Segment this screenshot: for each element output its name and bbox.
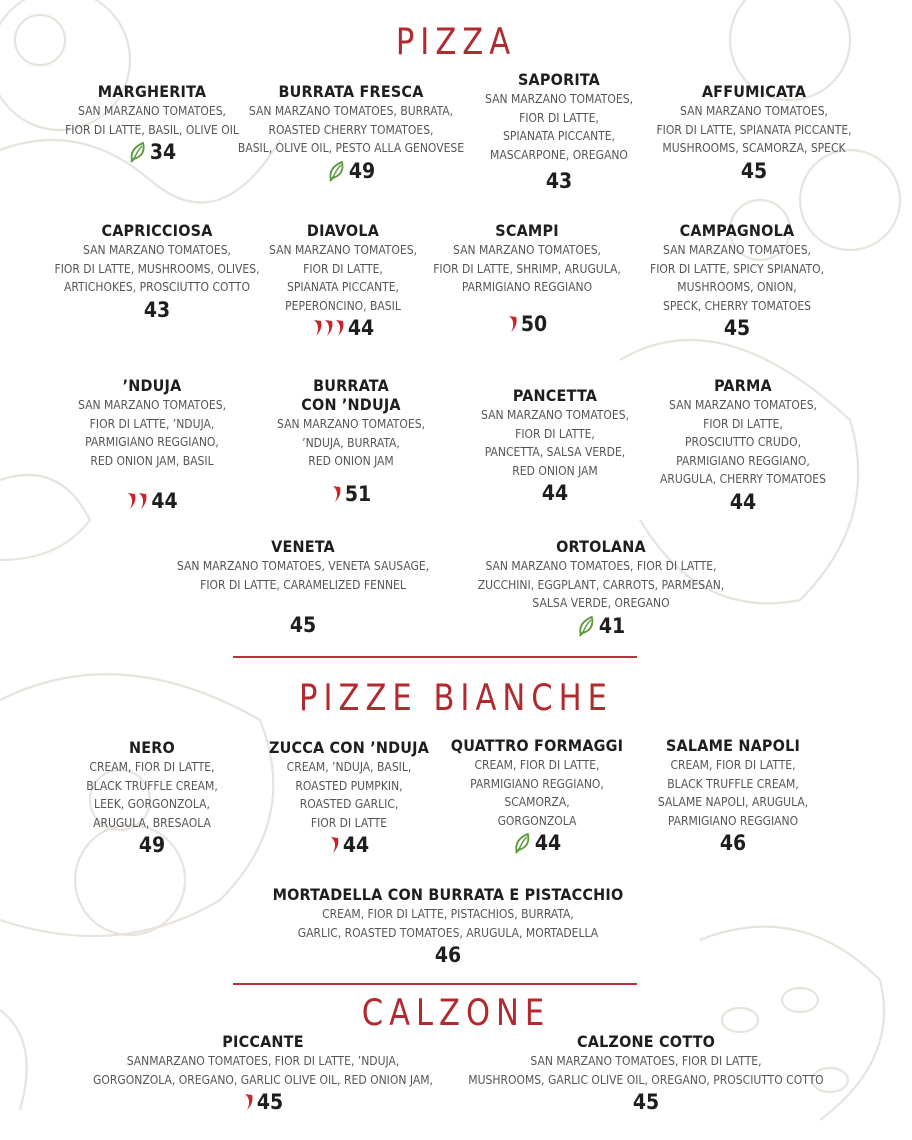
- item-description-line: MUSHROOMS, SCAMORZA, SPECK: [662, 141, 846, 155]
- item-name: SAPORITA: [517, 70, 601, 89]
- item-name: CALZONE COTTO: [576, 1032, 716, 1051]
- item-description-line: SPECK, CHERRY TOMATOES: [662, 298, 811, 313]
- item-price: 41: [598, 613, 626, 638]
- menu-item: [656, 82, 851, 184]
- item-description-line: PARMIGIANO REGGIANO,: [676, 453, 810, 468]
- item-description-line: SAN MARZANO TOMATOES, BURRATA,: [248, 104, 454, 118]
- item-description-line: CREAM, ’NDUJA, BASIL,: [286, 760, 412, 774]
- item-description: [485, 90, 633, 164]
- item-price-row: [650, 315, 824, 341]
- item-name: SALAME NAPOLI: [665, 736, 801, 755]
- item-description: [269, 241, 417, 315]
- item-description-line: SCAMORZA,: [504, 795, 570, 809]
- menu-item: [65, 82, 239, 165]
- item-price: 50: [520, 311, 548, 336]
- divider-calzone: [233, 983, 637, 985]
- item-description-line: SAN MARZANO TOMATOES,: [669, 398, 817, 412]
- item-description-line: SAN MARZANO TOMATOES, FIOR DI LATTE,: [485, 559, 717, 573]
- menu-item: [54, 221, 259, 323]
- chili-2-icon: [126, 490, 149, 512]
- item-name: AFFUMICATA: [701, 82, 807, 101]
- menu-item: [451, 736, 623, 856]
- item-description-line: ARUGULA, BRESAOLA: [93, 815, 211, 830]
- item-price-row: [54, 297, 259, 323]
- section-title-pizza: PIZZA: [395, 20, 517, 64]
- item-price-row: [656, 158, 851, 184]
- item-price: 44: [347, 316, 375, 340]
- item-description-line: FIOR DI LATTE: [310, 815, 388, 830]
- item-price: 44: [729, 489, 757, 514]
- item-price: 45: [632, 1090, 660, 1114]
- item-description-line: ROASTED GARLIC,: [299, 797, 399, 811]
- menu-item: [660, 376, 826, 515]
- item-description-line: LEEK, GORGONZOLA,: [94, 797, 210, 811]
- item-description-line: RED ONION JAM: [308, 454, 394, 468]
- item-description-line: FIOR DI LATTE,: [703, 416, 783, 431]
- item-name: CAMPAGNOLA: [679, 221, 795, 240]
- item-description-line: FIOR DI LATTE,: [515, 426, 595, 441]
- item-description-line: FIOR DI LATTE, SPICY SPIANATO,: [650, 261, 824, 276]
- menu-item: [269, 221, 417, 341]
- item-price-row: [86, 832, 218, 858]
- item-price-row: [269, 315, 417, 341]
- menu-item: [78, 376, 226, 514]
- item-description-line: CREAM, FIOR DI LATTE,: [474, 758, 600, 772]
- item-description-line: MUSHROOMS, GARLIC OLIVE OIL, OREGANO, PROSCIUTTO COTTO: [468, 1072, 824, 1087]
- item-description-line: SAN MARZANO TOMATOES,: [78, 398, 226, 412]
- item-description-line: ROASTED PUMPKIN,: [295, 778, 403, 793]
- item-price: 43: [143, 297, 171, 322]
- item-name: NERO: [128, 738, 176, 757]
- item-description-line: FIOR DI LATTE, MUSHROOMS, OLIVES,: [54, 261, 260, 276]
- item-description: [451, 756, 623, 830]
- item-description-line: FIOR DI LATTE,: [519, 110, 599, 125]
- item-description-line: SAN MARZANO TOMATOES, VENETA SAUSAGE,: [176, 559, 430, 573]
- item-description-line: FIOR DI LATTE,: [303, 261, 383, 276]
- item-description: [54, 241, 259, 297]
- item-description-line: SAN MARZANO TOMATOES,: [663, 243, 811, 257]
- item-description: [238, 102, 464, 158]
- item-price-row: [481, 480, 629, 506]
- item-price-row: [238, 158, 464, 184]
- chili-1-icon: [243, 1091, 255, 1113]
- item-description-line: PARMIGIANO REGGIANO,: [85, 435, 219, 449]
- menu-item: [433, 221, 621, 337]
- chili-1-icon: [507, 313, 519, 335]
- item-price-row: [658, 830, 808, 856]
- item-price: 46: [719, 831, 747, 855]
- item-price: 44: [534, 831, 562, 855]
- chili-1-icon: [329, 834, 341, 856]
- item-description-line: FIOR DI LATTE, BASIL, OLIVE OIL: [65, 122, 239, 137]
- item-description: [269, 758, 429, 832]
- item-name: MARGHERITA: [97, 82, 207, 101]
- item-name: DIAVOLA: [306, 221, 380, 240]
- item-price-row: [478, 613, 725, 639]
- item-description: [277, 415, 425, 471]
- item-description-line: SAN MARZANO TOMATOES,: [78, 104, 226, 118]
- item-price-row: [468, 1089, 823, 1115]
- item-description-line: SALSA VERDE, OREGANO: [532, 596, 670, 610]
- item-price-row: [78, 488, 226, 514]
- item-description-line: GORGONZOLA, OREGANO, GARLIC OLIVE OIL, RED ONION JAM,: [93, 1072, 433, 1087]
- item-price-row: [177, 612, 429, 638]
- item-price: 51: [344, 481, 372, 506]
- item-description-line: PROSCIUTTO CRUDO,: [684, 435, 802, 449]
- veg-leaf-icon: [327, 160, 347, 182]
- item-description-line: SAN MARZANO TOMATOES,: [453, 243, 601, 257]
- item-price-row: [660, 489, 826, 515]
- menu-item: [238, 82, 464, 184]
- item-price: 45: [723, 316, 751, 340]
- item-description-line: ARUGULA, CHERRY TOMATOES: [660, 472, 826, 486]
- item-description: [660, 396, 826, 489]
- item-description-line: BLACK TRUFFLE CREAM,: [667, 776, 799, 791]
- item-description: [468, 1052, 823, 1089]
- item-description-line: SAN MARZANO TOMATOES,: [485, 92, 633, 106]
- menu-item: [478, 537, 725, 639]
- item-price-row: [269, 832, 429, 858]
- item-description: [433, 241, 621, 297]
- item-price: 43: [545, 169, 573, 193]
- item-name: QUATTRO FORMAGGI: [450, 736, 624, 755]
- item-price: 45: [289, 613, 317, 637]
- item-description-line: SAN MARZANO TOMATOES,: [481, 408, 629, 422]
- item-description-line: SANMARZANO TOMATOES, FIOR DI LATTE, ’NDUJA,: [126, 1054, 400, 1068]
- item-description-line: GARLIC, ROASTED TOMATOES, ARUGULA, MORTADELLA: [297, 925, 599, 940]
- item-description-line: RED ONION JAM: [512, 463, 598, 478]
- menu-item: [177, 537, 429, 638]
- item-description: [177, 557, 429, 594]
- menu-item: [277, 376, 425, 507]
- item-description-line: SAN MARZANO TOMATOES, FIOR DI LATTE,: [530, 1054, 762, 1068]
- item-price-row: [433, 311, 621, 337]
- item-description-line: ’NDUJA, BURRATA,: [302, 435, 400, 450]
- veg-leaf-icon: [577, 615, 597, 637]
- menu-item: [468, 1032, 823, 1115]
- item-price: 34: [149, 140, 177, 164]
- chili-3-icon: [312, 317, 346, 339]
- item-description: [478, 557, 725, 613]
- menu-item: [658, 736, 808, 856]
- item-description-line: CREAM, FIOR DI LATTE,: [89, 760, 215, 774]
- item-name: CAPRICCIOSA: [101, 221, 213, 240]
- item-description-line: SAN MARZANO TOMATOES,: [680, 104, 828, 118]
- item-price: 45: [256, 1090, 284, 1114]
- item-description-line: PARMIGIANO REGGIANO: [461, 280, 593, 294]
- item-price: 45: [740, 158, 768, 183]
- section-title-calzone: CALZONE: [361, 991, 551, 1035]
- item-description: [93, 1052, 433, 1089]
- menu-item: [485, 70, 633, 194]
- menu-item: [93, 1032, 433, 1115]
- item-description-line: FIOR DI LATTE, SPIANATA PICCANTE,: [656, 122, 852, 137]
- item-name: BURRATA: [313, 376, 389, 395]
- item-price-row: [93, 1089, 433, 1115]
- item-name: MORTADELLA CON BURRATA E PISTACCHIO: [272, 885, 624, 904]
- item-price-row: [485, 168, 633, 194]
- item-description: [481, 406, 629, 480]
- item-name-line2: CON ’NDUJA: [301, 395, 401, 414]
- item-description-line: SAN MARZANO TOMATOES,: [269, 243, 417, 257]
- item-description-line: SPIANATA PICCANTE,: [286, 280, 399, 294]
- menu-item: [650, 221, 824, 341]
- item-description-line: BLACK TRUFFLE CREAM,: [86, 778, 218, 793]
- section-title-pizze-bianche: PIZZE BIANCHE: [299, 676, 613, 720]
- item-description-line: ZUCCHINI, EGGPLANT, CARROTS, PARMESAN,: [477, 577, 725, 592]
- item-description-line: FIOR DI LATTE, ’NDUJA,: [89, 416, 215, 431]
- item-description-line: MUSHROOMS, ONION,: [677, 280, 797, 294]
- veg-leaf-icon: [128, 141, 148, 163]
- item-name: SCAMPI: [495, 221, 559, 240]
- menu-item: [269, 738, 429, 858]
- item-price-row: [273, 942, 624, 968]
- item-description-line: GORGONZOLA: [497, 813, 577, 828]
- menu-item: [481, 386, 629, 506]
- item-price: 44: [541, 481, 569, 505]
- menu-item: [273, 885, 624, 968]
- item-description: [86, 758, 218, 832]
- item-description-line: CREAM, FIOR DI LATTE, PISTACHIOS, BURRATA,: [322, 907, 574, 921]
- item-description-line: FIOR DI LATTE, SHRIMP, ARUGULA,: [433, 261, 621, 276]
- item-description-line: CREAM, FIOR DI LATTE,: [670, 758, 796, 772]
- item-price: 49: [138, 833, 166, 857]
- item-name: PANCETTA: [512, 386, 598, 405]
- item-price: 49: [348, 158, 376, 183]
- item-price-row: [451, 830, 623, 856]
- item-description-line: ROASTED CHERRY TOMATOES,: [268, 122, 434, 137]
- item-price-row: [65, 139, 239, 165]
- item-name: ’NDUJA: [122, 376, 182, 395]
- item-name: PARMA: [714, 376, 772, 395]
- item-description-line: SPIANATA PICCANTE,: [502, 129, 615, 143]
- item-description: [656, 102, 851, 158]
- item-description-line: PEPERONCINO, BASIL: [285, 298, 401, 313]
- item-description: [65, 102, 239, 139]
- item-description: [273, 905, 624, 942]
- item-price: 44: [342, 833, 370, 857]
- item-description-line: FIOR DI LATTE, CARAMELIZED FENNEL: [200, 577, 406, 592]
- item-name: BURRATA FRESCA: [278, 82, 424, 101]
- item-name: ZUCCA CON ’NDUJA: [268, 738, 430, 757]
- item-description: [78, 396, 226, 470]
- item-description-line: SAN MARZANO TOMATOES,: [277, 417, 425, 431]
- item-description-line: PARMIGIANO REGGIANO: [667, 813, 799, 828]
- item-description-line: MASCARPONE, OREGANO: [490, 147, 628, 162]
- item-price-row: [277, 481, 425, 507]
- item-name: VENETA: [271, 537, 335, 556]
- item-description: [650, 241, 824, 315]
- item-description-line: BASIL, OLIVE OIL, PESTO ALLA GENOVESE: [237, 141, 465, 155]
- menu-item: [86, 738, 218, 858]
- item-description: [658, 756, 808, 830]
- item-description-line: RED ONION JAM, BASIL: [90, 453, 214, 468]
- veg-leaf-icon: [513, 832, 533, 854]
- divider-pizza-bianche: [233, 656, 637, 658]
- item-price: 46: [434, 943, 462, 967]
- item-description-line: SALAME NAPOLI, ARUGULA,: [657, 795, 809, 809]
- item-price: 44: [151, 489, 178, 513]
- item-description-line: ARTICHOKES, PROSCIUTTO COTTO: [64, 280, 250, 294]
- item-name: ORTOLANA: [556, 537, 646, 556]
- item-name: PICCANTE: [222, 1032, 304, 1051]
- item-description-line: SAN MARZANO TOMATOES,: [83, 243, 231, 257]
- chili-1-icon: [331, 483, 343, 505]
- item-description-line: PARMIGIANO REGGIANO,: [470, 776, 604, 791]
- item-description-line: PANCETTA, SALSA VERDE,: [484, 445, 626, 459]
